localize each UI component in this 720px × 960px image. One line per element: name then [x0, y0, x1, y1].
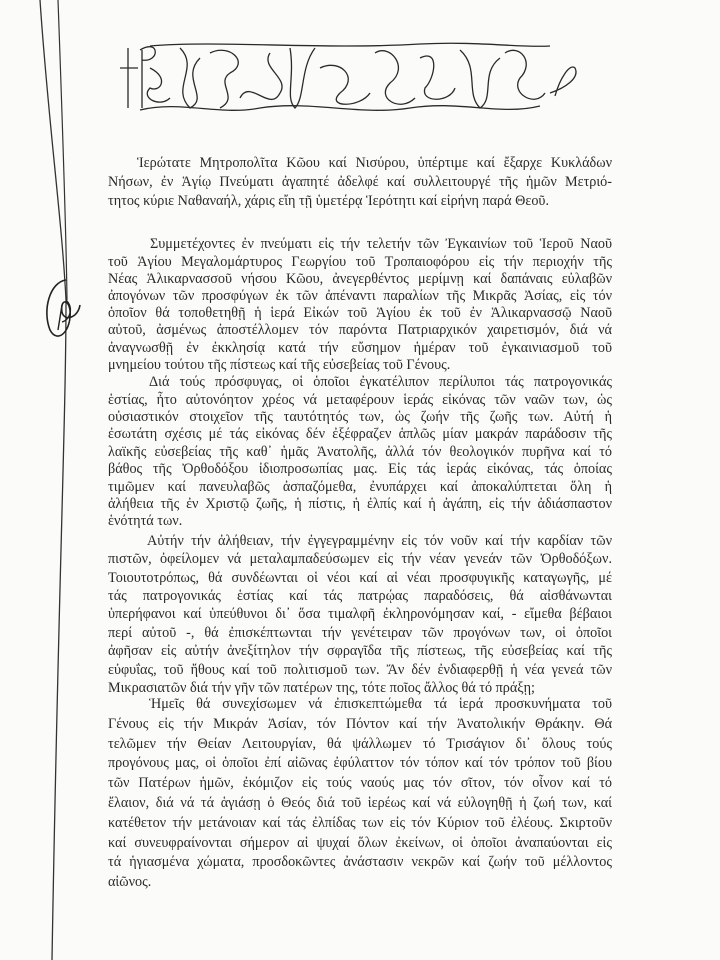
text-line-content: βάθος τῆς Ὀρθοδόξου ἰδιοπροσωπίας μας. Εἰς τάς ἱεράς εἰκόνας, τάς ὁποίας — [108, 461, 612, 478]
text-line-content: ἑστίας, ἦτο αὐτονόητον χρέος νά μεταφέρουν ἱεράς εἰκόνας τῶν ναῶν των, ὡς — [108, 391, 612, 408]
paragraph — [108, 374, 612, 531]
text-line-content: αὐτοῦ, ἀσμένως ἀποστέλλομεν τόν παρόντα Πατριαρχικόν χαιρετισμόν, διά νά — [108, 322, 612, 339]
text-line-content: αἰῶνος. — [108, 874, 152, 891]
text-line-content: Διά τούς πρόσφυγας, οἱ ὁποῖοι ἐγκατέλιπον περίλυποι τάς πατρογονικάς — [149, 374, 612, 391]
text-line — [108, 834, 612, 854]
text-line-content: Ἡμεῖς θά συνεχίσωμεν νά ἐπισκεπτώμεθα τά ἱερά προσκυνήματα τοῦ — [149, 696, 612, 713]
text-line — [108, 735, 612, 755]
text-line-content: ἔλαιον, διά νά τά ἁγιάσῃ ὁ Θεός διά τοῦ ἱερέως καί νά εὐλογηθῇ ἡ ζωή των, καί — [108, 795, 612, 812]
text-line — [108, 873, 612, 893]
text-line — [108, 479, 612, 496]
text-line-content: ἀλήθεια τῆς ἐν Χριστῷ ζωῆς, ἡ πίστις, ἡ ἐλπίς καί ἡ ἀγάπη, εἰς τήν ἀδιάσπαστον — [108, 496, 612, 513]
text-line-content: μνημείου τούτου τῆς πίστεως καί τῆς εὐσεβείας τοῦ Γένους. — [108, 356, 451, 373]
text-line — [108, 513, 612, 530]
text-line — [108, 322, 612, 339]
paragraph — [108, 532, 612, 698]
text-line-content: ἀναγνωσθῇ ἐν ἐκκλησίᾳ κατά τήν εὔσημον ἡμέραν τοῦ ἐγκαινιασμοῦ τοῦ — [108, 339, 612, 356]
paragraph — [108, 695, 612, 893]
text-line-content: τάς πατρογονικάς ἑστίας καί τάς πατρῴας παραδόσεις, θά αἰσθάνωνται — [108, 587, 612, 604]
text-line — [108, 461, 612, 478]
text-line-content: ὑπερήφανοι καί ὑπεύθυνοι δι᾽ ὅσα τιμαλφῆ ἐκληρονόμησαν καί, - εἴμεθα βέβαιοι — [108, 606, 612, 623]
text-line-content: πιστῶν, ὀφείλομεν νά μεταλαμπαδεύσωμεν εἰς τήν νέαν γενεάν τῶν Ὀρθοδόξων. — [108, 551, 612, 568]
text-line-content: ἑνότητά των. — [108, 513, 183, 530]
text-line-content: οὐσιαστικόν στοιχεῖον τῆς ταυτότητός των, ὡς ζωήν τῆς ζωῆς των. Αὐτή ἡ — [108, 409, 612, 426]
text-line-content: ἀπογόνων τῶν προσφύγων ἐκ τῶν ἀπέναντι παραλίων τῆς Μικρᾶς Ἀσίας, εἰς τόν — [108, 287, 612, 304]
text-line — [108, 409, 612, 426]
text-line-content: ἀφῆσαν εἰς αὐτήν ἀνεξίτηλον τήν σφραγῖδα τῆς πίστεως, τῆς εὐσεβείας καί τῆς — [108, 643, 612, 660]
text-line — [108, 814, 612, 834]
patriarchal-signature-monogram — [120, 38, 580, 118]
text-line-content: τά ἡγιασμένα χώματα, προσδοκῶντες ἀνάστασιν νεκρῶν καί ζωήν τοῦ μέλλοντος — [108, 854, 612, 871]
text-line — [108, 392, 612, 409]
paragraph — [108, 236, 612, 374]
text-line — [108, 794, 612, 814]
text-line-content: καί συνευφραίνονται σήμερον αἱ ψυχαί ὅλων ἐκείνων, οἱ ὁποῖοι ἀναπαύονται εἰς — [108, 834, 612, 851]
text-line — [108, 444, 612, 461]
text-line-content: τητος κύριε Ναθαναήλ, χάρις εἴη τῇ ὑμετέρᾳ Ἱερότητι καί εἰρήνη παρά Θεοῦ. — [108, 192, 549, 209]
text-line — [108, 587, 612, 605]
text-line — [108, 288, 612, 305]
text-line-content: περί αὐτοῦ -, θά ἐπισκέπτωνται τήν γενέτειραν τῶν προγόνων των, οἱ ὁποῖοι — [108, 624, 612, 641]
text-line — [108, 695, 612, 715]
text-line-content: Ἱερώτατε Μητροπολῖτα Κῶου καί Νισύρου, ὑπέρτιμε καί ἔξαρχε Κυκλάδων — [137, 154, 612, 171]
text-line — [108, 569, 612, 587]
text-line-content: τελῶμεν τήν Θείαν Λειτουργίαν, θά ψάλλωμεν τό Τρισάγιον δι᾽ ὅλους τούς — [108, 735, 612, 752]
text-line-content: Τοιουτοτρόπως, θά συνδέωνται οἱ νέοι καί αἱ νέαι προσφυγικῆς καταγωγῆς, μέ — [108, 569, 612, 586]
text-line-content: ἐσωτάτη σχέσις μέ τάς εἰκόνας δέν ἐξέφραζεν ἁπλῶς μίαν μακράν παράδοσιν τῆς — [108, 426, 612, 443]
text-line-content: Γένους εἰς τήν Μικράν Ἀσίαν, τόν Πόντον καί τήν Ἀνατολικήν Θράκην. Θά — [108, 715, 612, 732]
text-line — [108, 305, 612, 322]
text-line-content: προγόνους μας, οἱ ὁποῖοι ἐπί αἰῶνας ἐφύλαττον τόν τόπον καί τόν τρόπον τοῦ βίου — [108, 755, 612, 772]
text-line — [108, 340, 612, 357]
text-line-content: εὐφυΐας, τοῦ ἤθους καί τοῦ πολιτισμοῦ των. Ἄν δέν ἐνδιαφερθῇ ἡ νέα γενεά τῶν — [108, 661, 612, 678]
text-line — [108, 254, 612, 271]
text-line — [108, 661, 612, 679]
text-line — [108, 532, 612, 550]
text-line — [108, 642, 612, 660]
text-line — [108, 774, 612, 794]
text-line — [108, 754, 612, 774]
text-line — [108, 154, 612, 173]
text-line — [108, 426, 612, 443]
text-line — [108, 496, 612, 513]
paragraph — [108, 154, 612, 211]
text-line — [108, 715, 612, 735]
text-line — [108, 605, 612, 623]
text-line-content: Συμμετέχοντες ἐν πνεύματι εἰς τήν τελετήν τῶν Ἐγκαινίων τοῦ Ἱεροῦ Ναοῦ — [150, 236, 612, 253]
text-line-content: Νέας Ἁλικαρνασσοῦ νήσου Κῶου, ἀνεγερθέντος μερίμνῃ καί δαπάναις εὐλαβῶν — [108, 270, 612, 287]
text-line-content: Αὐτήν τήν ἀλήθειαν, τήν ἐγγεγραμμένην εἰς τόν νοῦν καί τήν καρδίαν τῶν — [147, 532, 612, 549]
text-line — [108, 236, 612, 253]
text-line — [108, 271, 612, 288]
text-line — [108, 550, 612, 568]
binding-cord — [0, 0, 120, 960]
text-line-content: κατέθετον τήν μετάνοιαν καί τάς ἐλπίδας των εἰς τόν Κύριον τοῦ ἐλέους. Σκιρτοῦν — [108, 814, 612, 831]
text-line-content: Μικρασιατῶν διά τήν γῆν τῶν πατέρων της, τότε ποῖος ἄλλος θά τό πράξῃ; — [108, 679, 535, 696]
text-line-content: τιμῶμεν καί πανευλαβῶς ἀσπαζόμεθα, ἐνυπάρχει καί ἀποκαλύπτεται ὅλη ἡ — [108, 478, 612, 495]
text-line-content: λαϊκῆς εὐσεβείας τῆς καθ᾽ ἡμᾶς Ἀνατολῆς, ἀλλά τόν θεολογικόν πυρῆνα καί τό — [108, 443, 612, 460]
text-line-content: ὁποῖον θά τοποθετηθῇ ἡ ἱερά Εἰκών τοῦ Ἁγίου ἐκ τοῦ ἐν Ἁλικαρνασσῷ Ναοῦ — [108, 305, 612, 322]
text-line-content: τοῦ Ἁγίου Μεγαλομάρτυρος Γεωργίου τοῦ Τροπαιοφόρου εἰς τήν περιοχήν τῆς — [108, 253, 612, 270]
text-line — [108, 173, 612, 192]
text-line — [108, 853, 612, 873]
text-line — [108, 357, 612, 374]
text-line — [108, 624, 612, 642]
text-line — [108, 374, 612, 391]
text-line — [108, 192, 612, 211]
text-line-content: τῶν Πατέρων ἡμῶν, ἐκόμιζον εἰς τούς ναούς μας τόν σῖτον, τόν οἶνον καί τό — [108, 775, 612, 792]
text-line-content: Νήσων, ἐν Ἁγίῳ Πνεύματι ἀγαπητέ ἀδελφέ καί συλλειτουργέ τῆς ἡμῶν Μετριό- — [108, 173, 612, 190]
